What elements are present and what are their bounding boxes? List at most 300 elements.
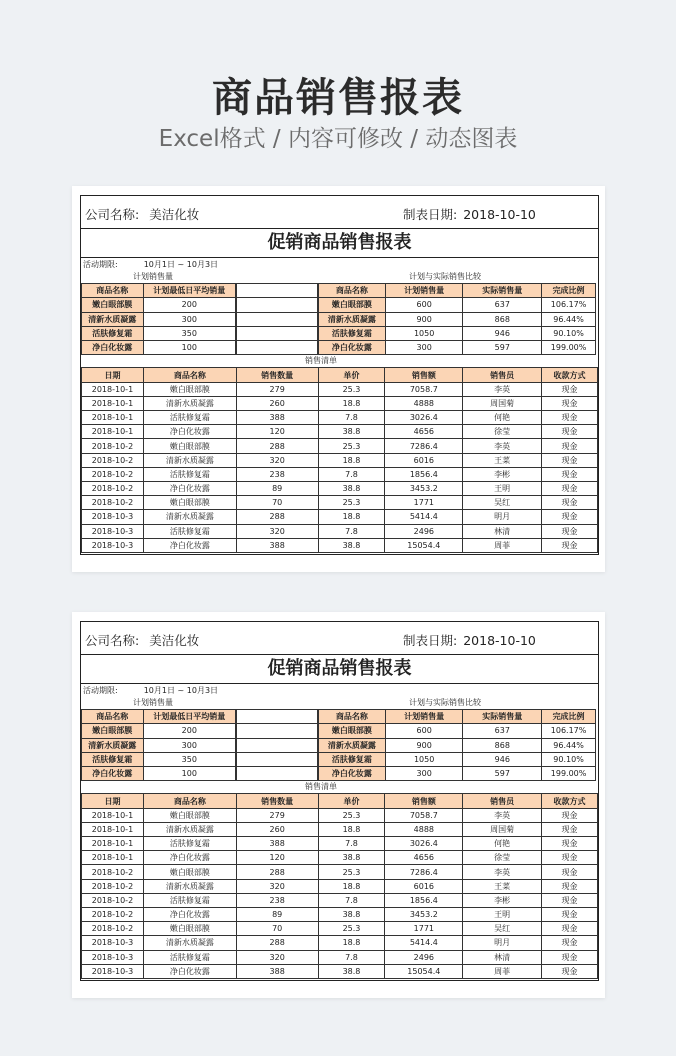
company-info (85, 205, 199, 223)
spacer-row (237, 710, 318, 724)
compare-actual: 868 (463, 312, 542, 326)
sales-header-cell: 日期 (82, 368, 144, 382)
sales-header-cell: 单价 (318, 368, 385, 382)
compare-plan: 1050 (385, 326, 463, 340)
sales-header-cell: 销售员 (463, 368, 542, 382)
compare-header-cell: 实际销售量 (463, 710, 542, 724)
sales-amount: 7058.7 (385, 382, 463, 396)
sales-section-label: 销售清单 (305, 356, 337, 366)
sales-quantity: 388 (236, 964, 318, 978)
plan-spacer-table (236, 283, 318, 355)
compare-section-label: 计划与实际销售比较 (409, 698, 481, 707)
sales-product: 嫩白眼部膜 (143, 382, 236, 396)
plan-quantity: 200 (143, 724, 235, 738)
compare-header-cell: 计划销售量 (385, 284, 463, 298)
plan-product-name: 净白化妆露 (82, 341, 144, 355)
compare-ratio: 96.44% (542, 312, 596, 326)
compare-product-name: 嫩白眼部膜 (319, 724, 386, 738)
sales-unit-price: 38.8 (318, 964, 385, 978)
plan-quantity: 350 (143, 752, 235, 766)
sales-quantity: 320 (236, 453, 318, 467)
compare-row (319, 752, 596, 766)
sales-person: 徐莹 (463, 425, 542, 439)
sales-date: 2018-10-2 (82, 439, 144, 453)
sales-row (82, 453, 598, 467)
sales-quantity: 388 (236, 538, 318, 552)
spacer-row (237, 326, 318, 340)
sales-date: 2018-10-2 (82, 865, 144, 879)
sales-date: 2018-10-2 (82, 922, 144, 936)
sales-header-cell: 日期 (82, 794, 144, 808)
report-title: 促销商品销售报表 (81, 229, 598, 258)
compare-row (319, 312, 596, 326)
sales-unit-price: 18.8 (318, 936, 385, 950)
sales-person: 周菲 (463, 964, 542, 978)
compare-plan: 300 (385, 767, 463, 781)
sales-unit-price: 18.8 (318, 510, 385, 524)
plan-product-name: 净白化妆露 (82, 767, 144, 781)
sales-row (82, 496, 598, 510)
sales-amount: 5414.4 (385, 510, 463, 524)
period-label: 活动期限: (83, 260, 118, 269)
sales-unit-price: 18.8 (318, 822, 385, 836)
date-label: 制表日期: (403, 633, 458, 648)
spacer-row (237, 724, 318, 738)
sales-date: 2018-10-1 (82, 411, 144, 425)
plan-row (82, 312, 236, 326)
sales-row (82, 865, 598, 879)
compare-header-cell: 完成比例 (542, 284, 596, 298)
sales-unit-price: 38.8 (318, 538, 385, 552)
company-label: 公司名称: (85, 207, 140, 222)
sales-quantity: 279 (236, 808, 318, 822)
sales-row (82, 851, 598, 865)
plan-header-cell: 商品名称 (82, 284, 144, 298)
sales-payment: 现金 (542, 524, 598, 538)
sales-payment: 现金 (542, 851, 598, 865)
company-info (85, 631, 199, 649)
sales-header-cell: 单价 (318, 794, 385, 808)
sales-unit-price: 7.8 (318, 524, 385, 538)
sales-section-label: 销售清单 (305, 782, 337, 792)
sales-product: 活肤修复霜 (143, 467, 236, 481)
sales-quantity: 120 (236, 851, 318, 865)
sales-row (82, 879, 598, 893)
sales-unit-price: 38.8 (318, 425, 385, 439)
sales-header-cell: 销售额 (385, 368, 463, 382)
sales-unit-price: 38.8 (318, 851, 385, 865)
sales-product: 净白化妆露 (143, 907, 236, 921)
compare-plan: 1050 (385, 752, 463, 766)
sales-amount: 3026.4 (385, 411, 463, 425)
sales-payment: 现金 (542, 822, 598, 836)
sales-payment: 现金 (542, 382, 598, 396)
compare-row (319, 326, 596, 340)
summary-tables (81, 709, 598, 781)
spacer-cell (237, 312, 318, 326)
report-date (403, 631, 536, 649)
sales-unit-price: 18.8 (318, 453, 385, 467)
sales-quantity: 260 (236, 822, 318, 836)
spacer-row (237, 298, 318, 312)
sales-product: 活肤修复霜 (143, 837, 236, 851)
plan-table (81, 709, 236, 781)
sales-person: 周国菊 (463, 822, 542, 836)
sales-person: 林清 (463, 950, 542, 964)
plan-row (82, 326, 236, 340)
sales-payment: 现金 (542, 396, 598, 410)
compare-product-name: 嫩白眼部膜 (319, 298, 386, 312)
sales-person: 明月 (463, 510, 542, 524)
sales-amount: 2496 (385, 950, 463, 964)
sales-date: 2018-10-2 (82, 907, 144, 921)
compare-table (318, 283, 596, 355)
compare-plan: 600 (385, 298, 463, 312)
plan-spacer-table (236, 709, 318, 781)
sales-unit-price: 7.8 (318, 893, 385, 907)
sales-person: 吴红 (463, 496, 542, 510)
sales-product: 嫩白眼部膜 (143, 865, 236, 879)
sales-header-cell: 商品名称 (143, 368, 236, 382)
sales-unit-price: 7.8 (318, 950, 385, 964)
sales-amount: 3453.2 (385, 481, 463, 495)
sales-amount: 4888 (385, 396, 463, 410)
plan-product-name: 嫩白眼部膜 (82, 724, 144, 738)
spacer-row (237, 752, 318, 766)
report-sheet (80, 195, 599, 555)
sales-date: 2018-10-3 (82, 524, 144, 538)
sales-date: 2018-10-1 (82, 851, 144, 865)
company-value: 美洁化妆 (149, 633, 200, 648)
sales-unit-price: 18.8 (318, 879, 385, 893)
sales-product: 清新水质凝露 (143, 510, 236, 524)
sales-quantity: 89 (236, 907, 318, 921)
company-value: 美洁化妆 (149, 207, 200, 222)
sales-date: 2018-10-2 (82, 481, 144, 495)
sales-product: 活肤修复霜 (143, 893, 236, 907)
sales-amount: 7286.4 (385, 865, 463, 879)
plan-row (82, 298, 236, 312)
sales-payment: 现金 (542, 950, 598, 964)
sales-table (81, 367, 598, 552)
sales-quantity: 288 (236, 439, 318, 453)
sales-product: 净白化妆露 (143, 425, 236, 439)
sales-header-cell: 收款方式 (542, 368, 598, 382)
sales-product: 清新水质凝露 (143, 879, 236, 893)
sales-payment: 现金 (542, 964, 598, 978)
period-value: 10月1日 ~ 10月3日 (143, 260, 219, 269)
sheet-header (81, 622, 598, 655)
company-label: 公司名称: (85, 633, 140, 648)
sales-amount: 4656 (385, 425, 463, 439)
promotion-period (81, 258, 598, 271)
sales-payment: 现金 (542, 425, 598, 439)
compare-ratio: 90.10% (542, 752, 596, 766)
sales-table (81, 793, 598, 978)
sales-amount: 15054.4 (385, 538, 463, 552)
sheet-preview-1 (72, 186, 605, 572)
page-subtitle: Excel格式 / 内容可修改 / 动态图表 (158, 126, 518, 152)
sales-product: 活肤修复霜 (143, 950, 236, 964)
sales-person: 徐莹 (463, 851, 542, 865)
sales-quantity: 279 (236, 382, 318, 396)
sales-row (82, 382, 598, 396)
spacer-cell (237, 767, 318, 781)
sales-row (82, 837, 598, 851)
sales-header-cell: 销售数量 (236, 368, 318, 382)
compare-actual: 868 (463, 738, 542, 752)
compare-actual: 597 (463, 341, 542, 355)
sales-date: 2018-10-2 (82, 467, 144, 481)
sales-amount: 3453.2 (385, 907, 463, 921)
sales-date: 2018-10-1 (82, 822, 144, 836)
sales-row (82, 439, 598, 453)
sales-date: 2018-10-2 (82, 453, 144, 467)
sales-unit-price: 7.8 (318, 411, 385, 425)
sales-payment: 现金 (542, 907, 598, 921)
sales-payment: 现金 (542, 411, 598, 425)
sales-payment: 现金 (542, 879, 598, 893)
sales-quantity: 70 (236, 496, 318, 510)
sales-row (82, 822, 598, 836)
sales-person: 李英 (463, 808, 542, 822)
sales-payment: 现金 (542, 481, 598, 495)
plan-header-cell: 商品名称 (82, 710, 144, 724)
sales-person: 李彬 (463, 893, 542, 907)
sales-amount: 15054.4 (385, 964, 463, 978)
compare-header-cell: 完成比例 (542, 710, 596, 724)
sales-unit-price: 25.3 (318, 922, 385, 936)
sales-quantity: 89 (236, 481, 318, 495)
compare-plan: 300 (385, 341, 463, 355)
date-value: 2018-10-10 (463, 207, 536, 222)
plan-header-cell: 计划最低日平均销量 (143, 284, 235, 298)
compare-actual: 597 (463, 767, 542, 781)
sales-row (82, 396, 598, 410)
sales-date: 2018-10-3 (82, 538, 144, 552)
sales-quantity: 320 (236, 879, 318, 893)
sales-payment: 现金 (542, 453, 598, 467)
compare-actual: 946 (463, 752, 542, 766)
sales-unit-price: 38.8 (318, 907, 385, 921)
compare-header-cell: 实际销售量 (463, 284, 542, 298)
sales-product: 净白化妆露 (143, 851, 236, 865)
sales-header-cell: 商品名称 (143, 794, 236, 808)
compare-ratio: 106.17% (542, 724, 596, 738)
plan-quantity: 100 (143, 767, 235, 781)
compare-row (319, 298, 596, 312)
sales-amount: 2496 (385, 524, 463, 538)
plan-quantity: 300 (143, 312, 235, 326)
plan-row (82, 767, 236, 781)
compare-plan: 600 (385, 724, 463, 738)
sales-person: 李英 (463, 382, 542, 396)
sales-date: 2018-10-1 (82, 396, 144, 410)
sales-amount: 4656 (385, 851, 463, 865)
compare-product-name: 清新水质凝露 (319, 738, 386, 752)
sales-person: 吴红 (463, 922, 542, 936)
sales-unit-price: 7.8 (318, 837, 385, 851)
sales-unit-price: 18.8 (318, 396, 385, 410)
sales-product: 嫩白眼部膜 (143, 439, 236, 453)
sales-payment: 现金 (542, 439, 598, 453)
plan-product-name: 嫩白眼部膜 (82, 298, 144, 312)
compare-product-name: 净白化妆露 (319, 341, 386, 355)
sales-date: 2018-10-1 (82, 837, 144, 851)
sales-payment: 现金 (542, 467, 598, 481)
sales-quantity: 238 (236, 467, 318, 481)
spacer-row (237, 738, 318, 752)
sales-quantity: 260 (236, 396, 318, 410)
sales-product: 清新水质凝露 (143, 396, 236, 410)
compare-section-label: 计划与实际销售比较 (409, 272, 481, 281)
date-value: 2018-10-10 (463, 633, 536, 648)
compare-actual: 637 (463, 298, 542, 312)
sales-product: 净白化妆露 (143, 481, 236, 495)
sales-product: 清新水质凝露 (143, 936, 236, 950)
sales-row (82, 524, 598, 538)
plan-table (81, 283, 236, 355)
sales-person: 王明 (463, 481, 542, 495)
sales-date: 2018-10-3 (82, 964, 144, 978)
summary-tables (81, 283, 598, 355)
sales-row (82, 808, 598, 822)
sales-row (82, 538, 598, 552)
sales-payment: 现金 (542, 922, 598, 936)
plan-row (82, 738, 236, 752)
sales-unit-price: 25.3 (318, 439, 385, 453)
sales-payment: 现金 (542, 538, 598, 552)
sales-product: 嫩白眼部膜 (143, 496, 236, 510)
sheet-preview-2 (72, 612, 605, 998)
sales-unit-price: 25.3 (318, 496, 385, 510)
sales-row (82, 411, 598, 425)
sales-quantity: 320 (236, 524, 318, 538)
plan-row (82, 341, 236, 355)
spacer-row (237, 312, 318, 326)
plan-section-label: 计划销售量 (133, 272, 173, 281)
sales-header-cell: 销售数量 (236, 794, 318, 808)
sales-quantity: 320 (236, 950, 318, 964)
compare-plan: 900 (385, 738, 463, 752)
sales-amount: 1771 (385, 496, 463, 510)
period-value: 10月1日 ~ 10月3日 (143, 686, 219, 695)
sales-amount: 1771 (385, 922, 463, 936)
sales-row (82, 950, 598, 964)
page-title: 商品销售报表 (212, 75, 464, 121)
sales-product: 净白化妆露 (143, 964, 236, 978)
sales-row (82, 510, 598, 524)
sales-product: 嫩白眼部膜 (143, 922, 236, 936)
compare-ratio: 90.10% (542, 326, 596, 340)
sales-header-cell: 销售员 (463, 794, 542, 808)
sales-date: 2018-10-3 (82, 950, 144, 964)
sales-person: 李英 (463, 865, 542, 879)
spacer-cell (237, 724, 318, 738)
sales-amount: 7286.4 (385, 439, 463, 453)
report-sheet (80, 621, 599, 981)
sales-unit-price: 25.3 (318, 808, 385, 822)
sales-person: 林清 (463, 524, 542, 538)
compare-row (319, 724, 596, 738)
compare-product-name: 活肤修复霜 (319, 326, 386, 340)
sales-quantity: 288 (236, 510, 318, 524)
sales-person: 王菜 (463, 879, 542, 893)
plan-row (82, 724, 236, 738)
compare-product-name: 净白化妆露 (319, 767, 386, 781)
compare-header-cell: 商品名称 (319, 284, 386, 298)
spacer-cell (237, 341, 318, 355)
period-label: 活动期限: (83, 686, 118, 695)
sales-payment: 现金 (542, 865, 598, 879)
sales-date: 2018-10-1 (82, 425, 144, 439)
plan-quantity: 350 (143, 326, 235, 340)
sales-row (82, 922, 598, 936)
sales-date: 2018-10-3 (82, 510, 144, 524)
report-date (403, 205, 536, 223)
compare-ratio: 199.00% (542, 341, 596, 355)
report-title: 促销商品销售报表 (81, 655, 598, 684)
sales-unit-price: 25.3 (318, 382, 385, 396)
plan-quantity: 200 (143, 298, 235, 312)
sales-payment: 现金 (542, 837, 598, 851)
plan-product-name: 活肤修复霜 (82, 326, 144, 340)
compare-row (319, 738, 596, 752)
compare-actual: 637 (463, 724, 542, 738)
sales-date: 2018-10-2 (82, 893, 144, 907)
sales-row (82, 893, 598, 907)
plan-quantity: 300 (143, 738, 235, 752)
sales-person: 王明 (463, 907, 542, 921)
sales-date: 2018-10-2 (82, 496, 144, 510)
plan-product-name: 活肤修复霜 (82, 752, 144, 766)
sales-person: 李彬 (463, 467, 542, 481)
sales-person: 周菲 (463, 538, 542, 552)
sales-payment: 现金 (542, 893, 598, 907)
compare-product-name: 清新水质凝露 (319, 312, 386, 326)
section-labels (81, 697, 598, 709)
sales-date: 2018-10-3 (82, 936, 144, 950)
sales-unit-price: 38.8 (318, 481, 385, 495)
sales-product: 净白化妆露 (143, 538, 236, 552)
sales-date: 2018-10-1 (82, 382, 144, 396)
sales-date: 2018-10-1 (82, 808, 144, 822)
compare-header-cell: 商品名称 (319, 710, 386, 724)
sheet-header (81, 196, 598, 229)
sales-unit-price: 7.8 (318, 467, 385, 481)
sales-product: 清新水质凝露 (143, 453, 236, 467)
sales-row (82, 467, 598, 481)
sales-quantity: 70 (236, 922, 318, 936)
sales-person: 李英 (463, 439, 542, 453)
plan-row (82, 752, 236, 766)
sales-payment: 现金 (542, 510, 598, 524)
promotion-period (81, 684, 598, 697)
sales-product: 活肤修复霜 (143, 524, 236, 538)
sales-row (82, 481, 598, 495)
sales-quantity: 288 (236, 936, 318, 950)
sales-row (82, 936, 598, 950)
plan-product-name: 清新水质凝露 (82, 738, 144, 752)
sales-quantity: 120 (236, 425, 318, 439)
sales-payment: 现金 (542, 496, 598, 510)
sales-payment: 现金 (542, 936, 598, 950)
sales-quantity: 388 (236, 411, 318, 425)
sales-quantity: 388 (236, 837, 318, 851)
plan-quantity: 100 (143, 341, 235, 355)
sales-amount: 4888 (385, 822, 463, 836)
spacer-cell (237, 326, 318, 340)
